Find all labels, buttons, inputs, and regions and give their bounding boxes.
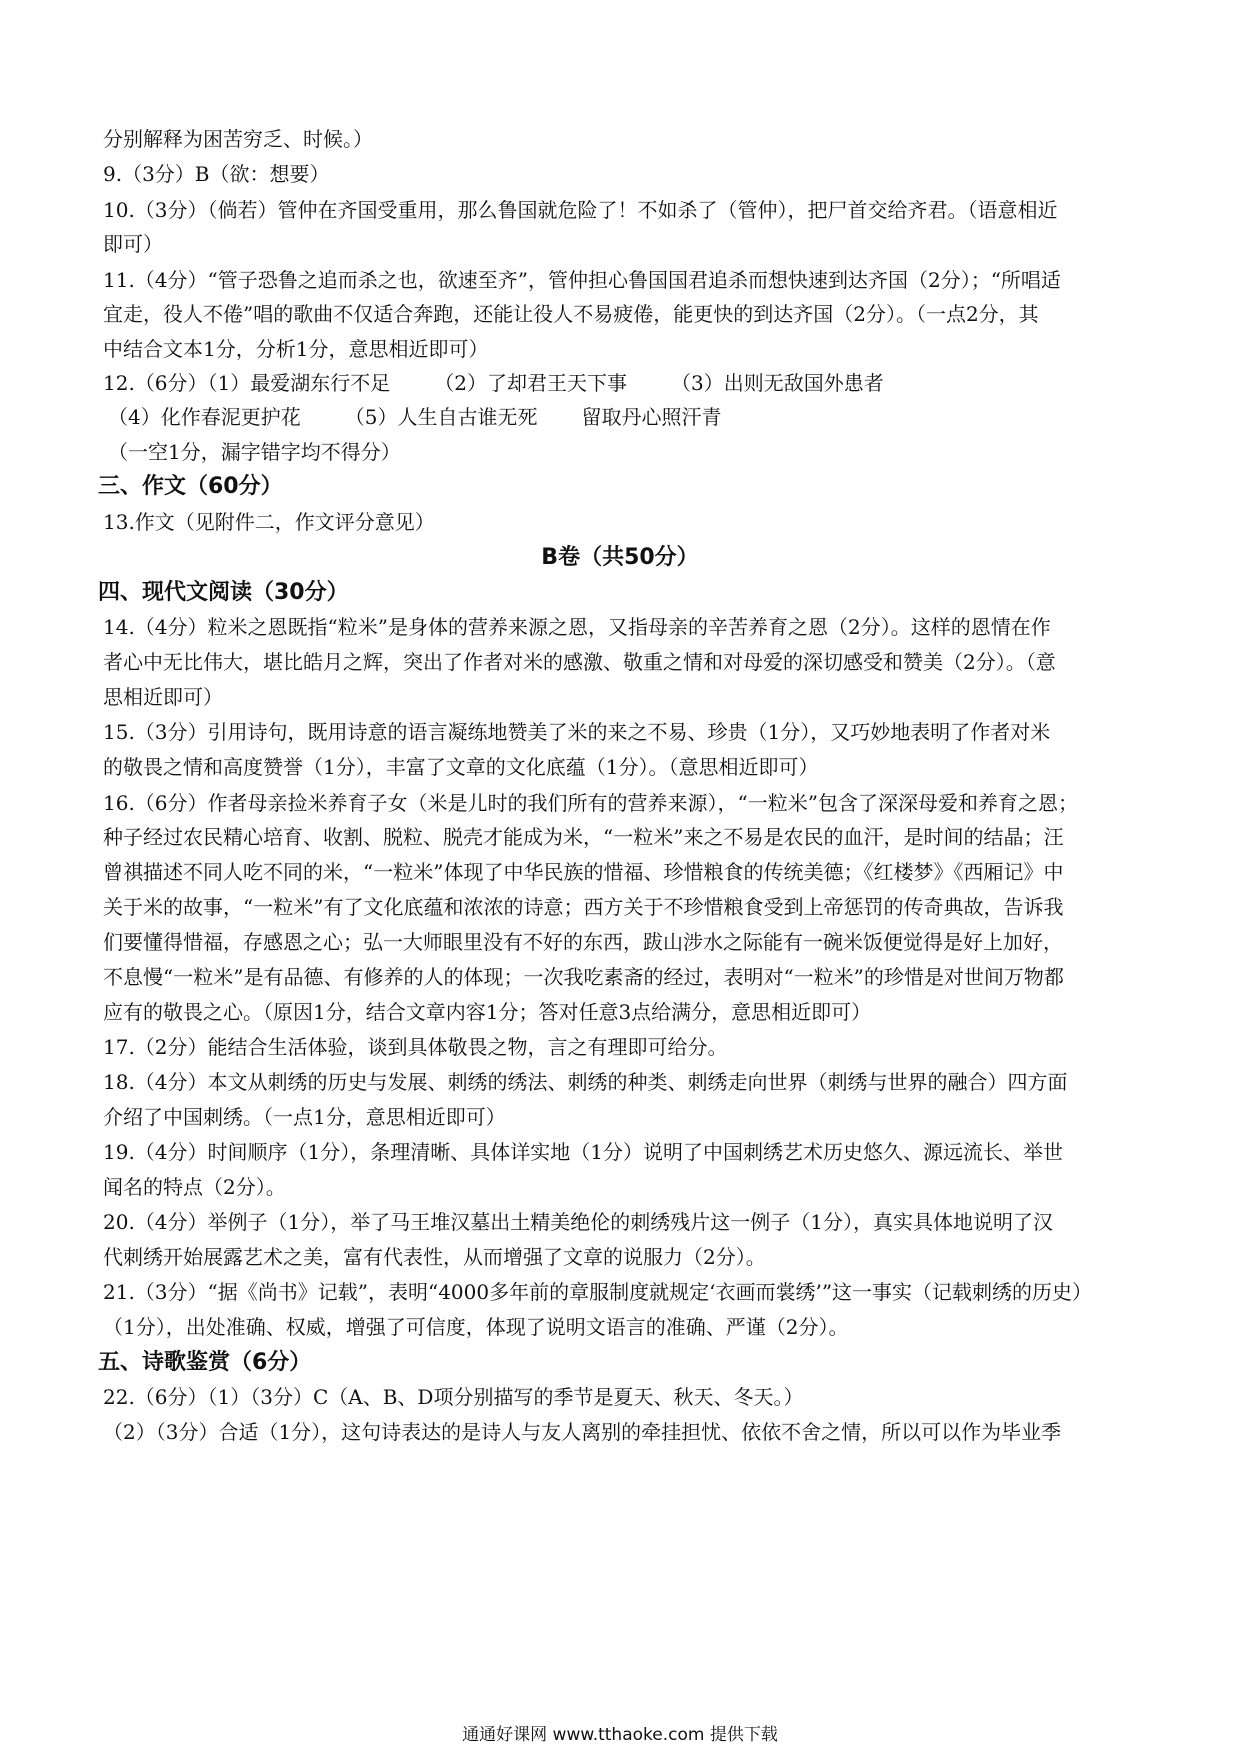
q12-answer-5: （5）人生自古谁无死 (344, 405, 538, 429)
text-line: 即可） (103, 232, 163, 256)
answer-q13: 13.作文（见附件二，作文评分意见） (103, 510, 435, 534)
text-line: 不息慢“一粒米”是有品德、有修养的人的体现；一次我吃素斋的经过，表明对“一粒米”的珍惜是对世间万物都 (103, 965, 1064, 989)
text-line: 思相近即可） (103, 685, 223, 709)
footer-source: 通通好课网 www.tthaoke.com 提供下载 (462, 1725, 778, 1745)
volume-b-heading: B卷（共50分） (541, 545, 699, 570)
text-line: 关于米的故事，“一粒米”有了文化底蕴和浓浓的诗意；西方关于不珍惜粮食受到上帝惩罚的传奇典故，告诉我 (103, 895, 1064, 919)
section-heading-modern-reading: 四、现代文阅读（30分） (98, 580, 349, 605)
answer-q19: 19.（4分）时间顺序（1分），条理清晰、具体详实地（1分）说明了中国刺绣艺术历史悠久、源远流长、举世 (103, 1140, 1063, 1164)
answer-q12 (103, 364, 1145, 402)
q12-prefix: 12.（6分） (103, 371, 208, 395)
answer-q18: 18.（4分）本文从刺绣的历史与发展、刺绣的绣法、刺绣的种类、刺绣走向世界（刺绣与世界的融合）四方面 (103, 1070, 1068, 1094)
text-line: 宜走，役人不倦”唱的歌曲不仅适合奔跑，还能让役人不易疲倦，能更快的到达齐国（2分）。（一点2分，其 (103, 302, 1039, 326)
answer-q10: 10.（3分）（倘若）管仲在齐国受重用，那么鲁国就危险了！不如杀了（管仲），把尸首交给齐君。（语意相近 (103, 198, 1058, 222)
text-line: 的敬畏之情和高度赞誉（1分），丰富了文章的文化底蕴（1分）。（意思相近即可） (103, 755, 819, 779)
q12-answer-1: （1）最爱湖东行不足 (207, 371, 391, 395)
text-line: （2）（3分）合适（1分），这句诗表达的是诗人与友人离别的牵挂担忧、依依不舍之情，所以可以作为毕业季 (103, 1420, 1062, 1444)
text-line: 种子经过农民精心培育、收割、脱粒、脱壳才能成为米，“一粒米”来之不易是农民的血汗，是时间的结晶；汪 (103, 825, 1064, 849)
answer-q17: 17.（2分）能结合生活体验，谈到具体敬畏之物，言之有理即可给分。 (103, 1035, 728, 1059)
answer-q14: 14.（4分）粒米之恩既指“粒米”是身体的营养来源之恩，又指母亲的辛苦养育之恩（2分）。这样的恩情在作 (103, 615, 1051, 639)
text-line: 们要懂得惜福，存感恩之心；弘一大师眼里没有不好的东西，跋山涉水之际能有一碗米饭便觉得是好上加好， (103, 930, 1063, 954)
answer-q22: 22.（6分）（1）（3分）C（A、B、D项分别描写的季节是夏天、秋天、冬天。） (103, 1385, 804, 1409)
q12-answer-5b: 留取丹心照汗青 (581, 405, 722, 429)
text-line: 闻名的特点（2分）。 (103, 1175, 286, 1199)
text-line: 分别解释为困苦穷乏、时候。） (103, 127, 373, 151)
q12-scoring-note: （一空1分，漏字错字均不得分） (108, 440, 401, 464)
text-line: 曾祺描述不同人吃不同的米，“一粒米”体现了中华民族的惜福、珍惜粮食的传统美德；《红楼梦》《西厢记》中 (103, 860, 1064, 884)
text-line: 者心中无比伟大，堪比皓月之辉，突出了作者对米的感激、敬重之情和对母爱的深切感受和赞美（2分）。（意 (103, 650, 1056, 674)
q12-answer-3: （3）出则无敌国外患者 (671, 371, 884, 395)
answer-q16: 16.（6分）作者母亲捡米养育子女（米是儿时的我们所有的营养来源），“一粒米”包含了深深母爱和养育之恩； (103, 791, 1078, 815)
q12-answers-row (108, 398, 1150, 436)
text-line: 介绍了中国刺绣。（一点1分，意思相近即可） (103, 1105, 506, 1129)
q12-answer-2: （2）了却君王天下事 (434, 371, 627, 395)
text-line: 应有的敬畏之心。（原因1分，结合文章内容1分；答对任意3点给满分，意思相近即可） (103, 1000, 872, 1024)
section-heading-poetry: 五、诗歌鉴赏（6分） (98, 1350, 312, 1375)
q12-answer-4: （4）化作春泥更护花 (108, 405, 301, 429)
text-line: 代刺绣开始展露艺术之美，富有代表性，从而增强了文章的说服力（2分）。 (103, 1245, 766, 1269)
answer-q20: 20.（4分）举例子（1分），举了马王堆汉墓出土精美绝伦的刺绣残片这一例子（1分），真实具体地说明了汉 (103, 1210, 1053, 1234)
text-line: 中结合文本1分，分析1分，意思相近即可） (103, 337, 489, 361)
answer-q15: 15.（3分）引用诗句，既用诗意的语言凝练地赞美了米的来之不易、珍贵（1分），又巧妙地表明了作者对米 (103, 720, 1051, 744)
answer-q11: 11.（4分）“管子恐鲁之追而杀之也，欲速至齐”，管仲担心鲁国国君追杀而想快速到达齐国（2分）；“所唱适 (103, 268, 1061, 292)
answer-q21: 21.（3分）“据《尚书》记载”，表明“4000多年前的章服制度就规定‘衣画而裳绣’”这一事实（记载刺绣的历史） (103, 1280, 1093, 1304)
answer-q9: 9.（3分）B（欲：想要） (103, 162, 330, 186)
section-heading-composition: 三、作文（60分） (98, 474, 283, 499)
text-line: （1分），出处准确、权威，增强了可信度，体现了说明文语言的准确、严谨（2分）。 (103, 1315, 849, 1339)
